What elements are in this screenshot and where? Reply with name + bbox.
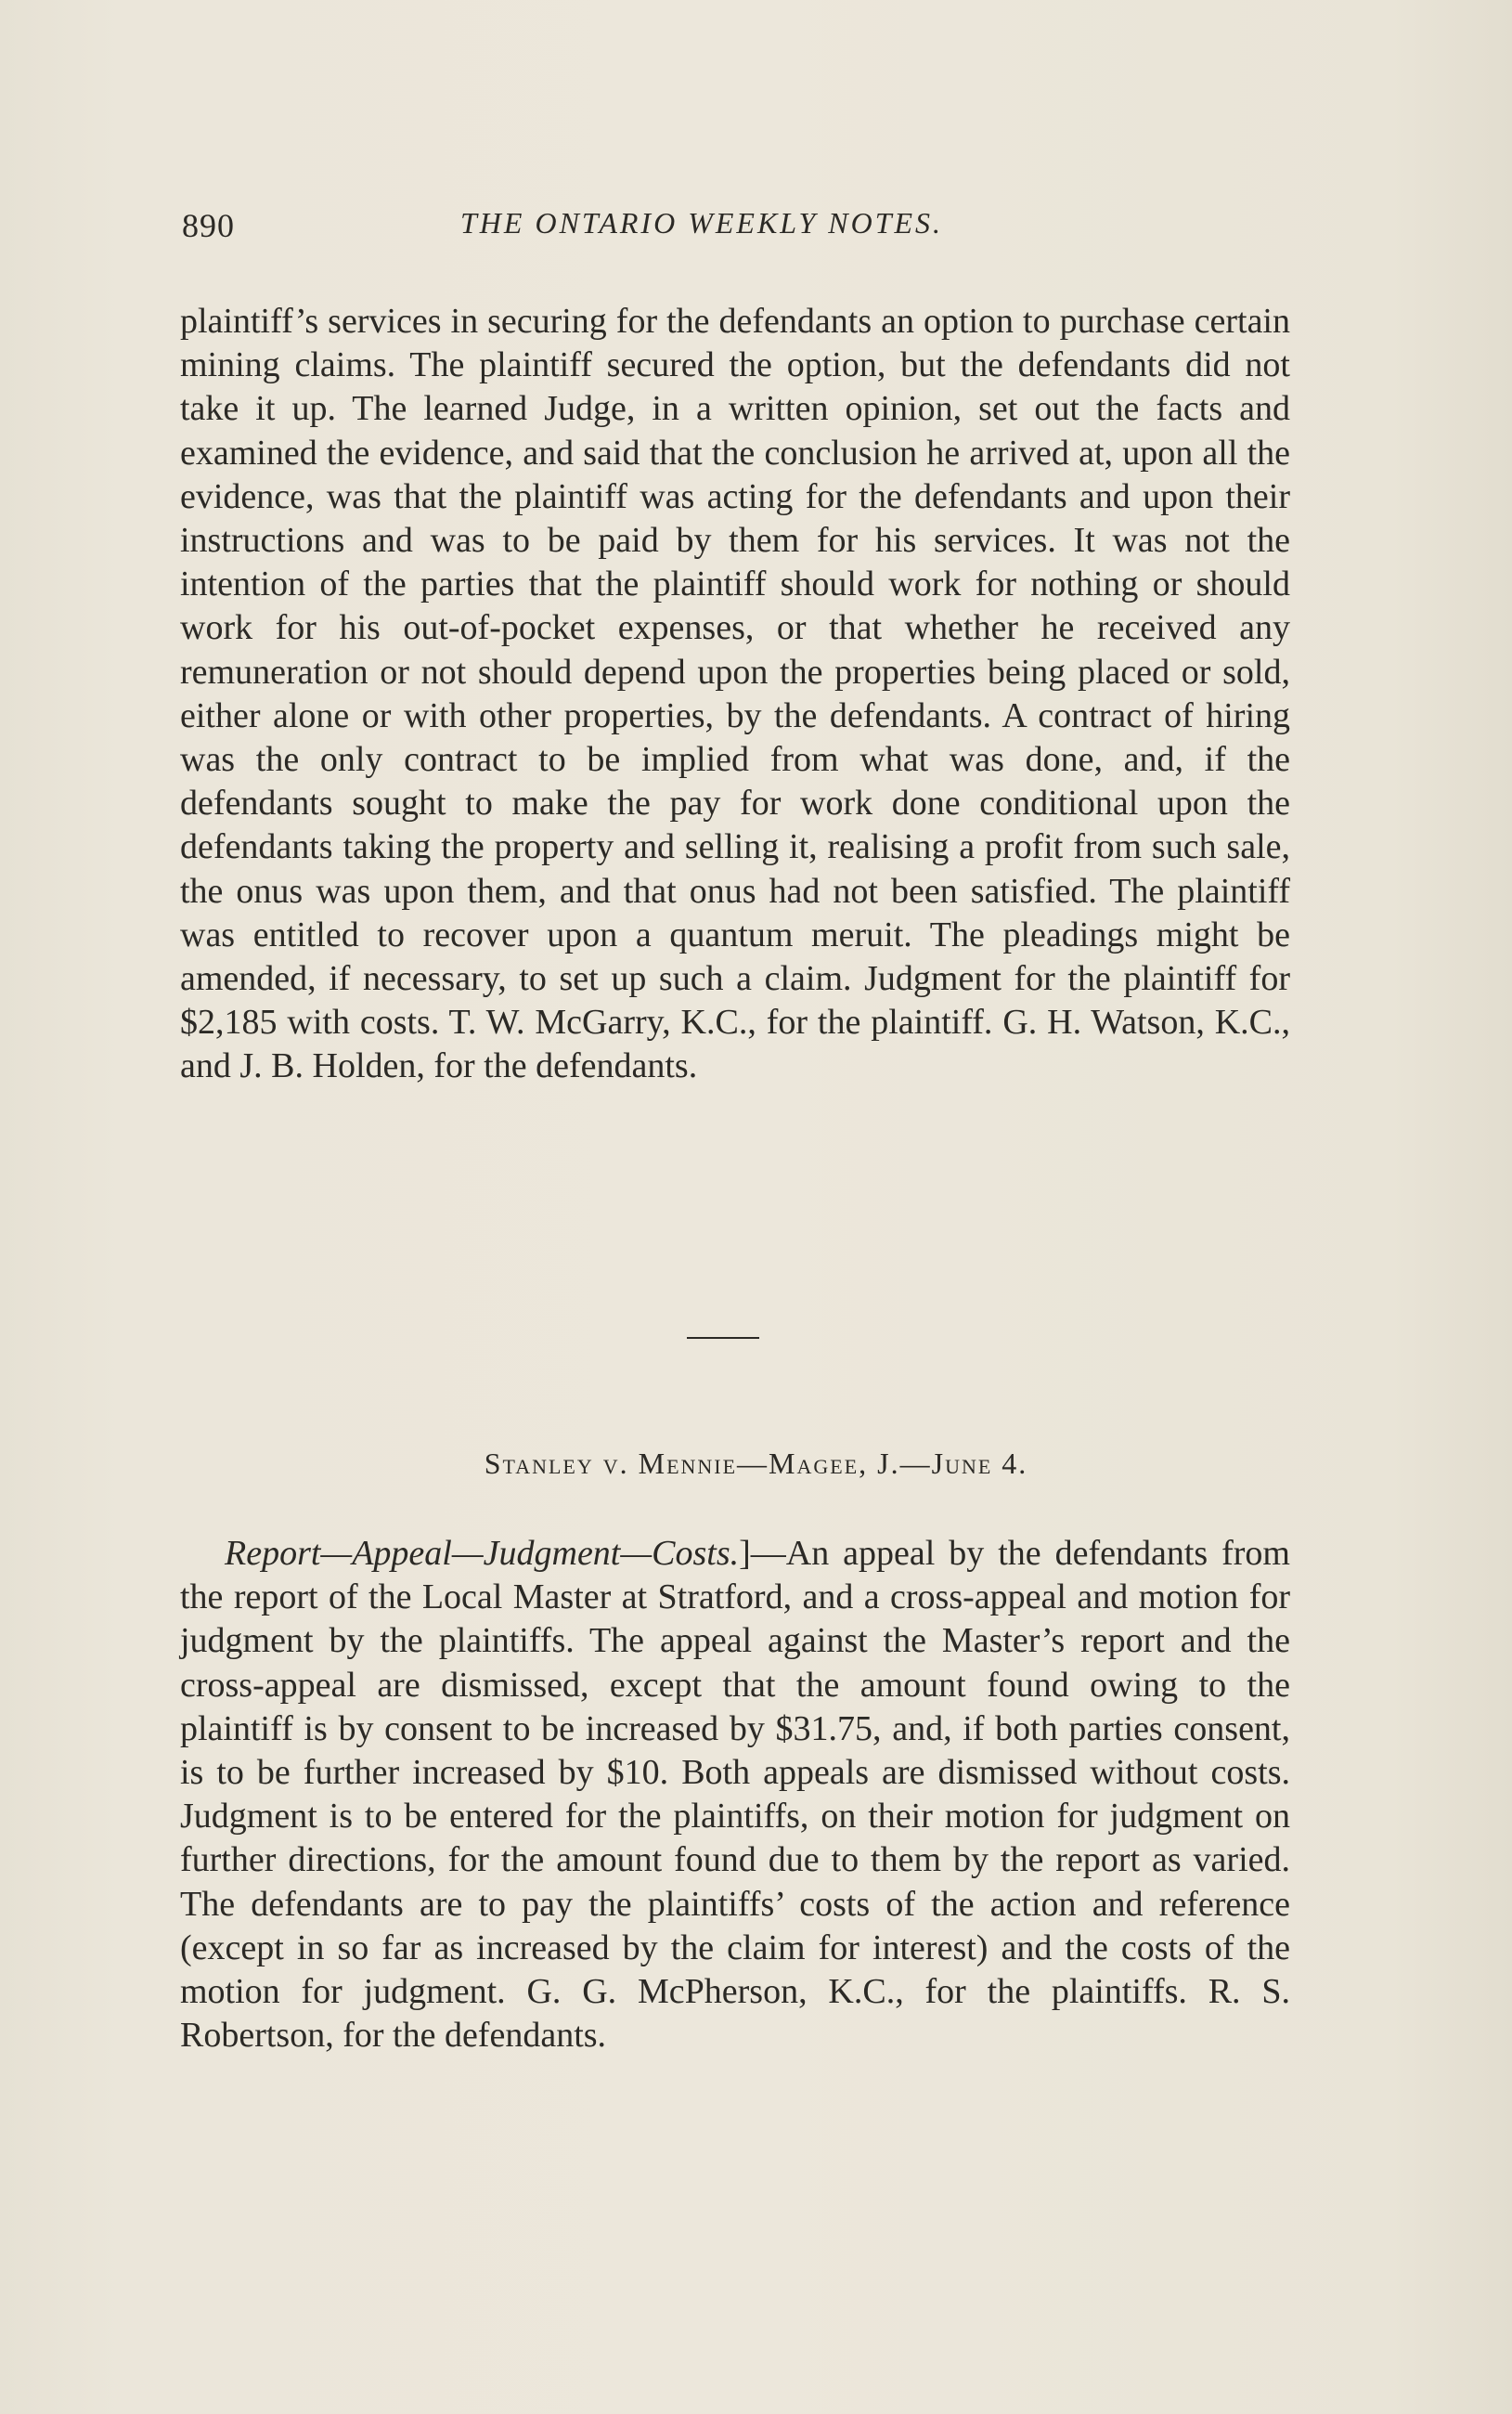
page-header — [182, 206, 1288, 253]
running-head: THE ONTARIO WEEKLY NOTES. — [460, 206, 944, 240]
catchwords: Report—Appeal—Judgment—Costs. — [225, 1534, 740, 1573]
paragraph-body: ]—An appeal by the defendants from the report of the Local Master at Stratford, and a cross-appeal and motion for judgment by the plaintiffs. The appeal against the Master’s report and the cross-appeal are dismissed, except that the amount found owing to the plaintiff is by consent to be increased by $31.75, and, if both parties consent, is to be further increased by $10. Both appeals are dismissed without costs. Judgment is to be entered for the plaintiffs, on their motion for judgment on further directions, for the amount found due to them by the report as varied. The defendants are to pay the plaintiffs’ costs of the action and reference (except in so far as increased by the claim for interest) and the costs of the motion for judgment. G. G. McPherson, K.C., for the plaintiffs. R. S. Robertson, for the defendants. — [180, 1534, 1290, 2056]
case-title: Stanley v. Mennie—Magee, J.—June 4. — [484, 1447, 1028, 1480]
page-number: 890 — [182, 207, 235, 244]
judgment-paragraph-2 — [180, 1532, 1290, 2057]
judgment-paragraph-1: plaintiff’s services in securing for the defendants an option to purchase certain mining claims. The plaintiff secured the option, but the defendants did not take it up. The learned Judge, in a written opinion, set out the facts and examined the evidence, and said that the conclusion he arrived at, upon all the evidence, was that the plaintiff was acting for the defendants and upon their instructions and was to be paid by them for his services. It was not the intention of the parties that the plaintiff should work for nothing or should work for his out-of-pocket expenses, or that whether he received any remuneration or not should depend upon the properties being placed or sold, either alone or with other properties, by the defendants. A contract of hiring was the only contract to be implied from what was done, and, if the defendants sought to make the pay for work done conditional upon the defendants taking the property and selling it, realising a profit from such sale, the onus was upon them, and that onus had not been satisfied. The plaintiff was entitled to recover upon a quantum meruit. The pleadings might be amended, if necessary, to set up such a claim. Judgment for the plaintiff for $2,185 with costs. T. W. McGarry, K.C., for the plaintiff. G. H. Watson, K.C., and J. B. Holden, for the defendants. — [180, 302, 1290, 1086]
section-divider — [687, 1337, 759, 1339]
